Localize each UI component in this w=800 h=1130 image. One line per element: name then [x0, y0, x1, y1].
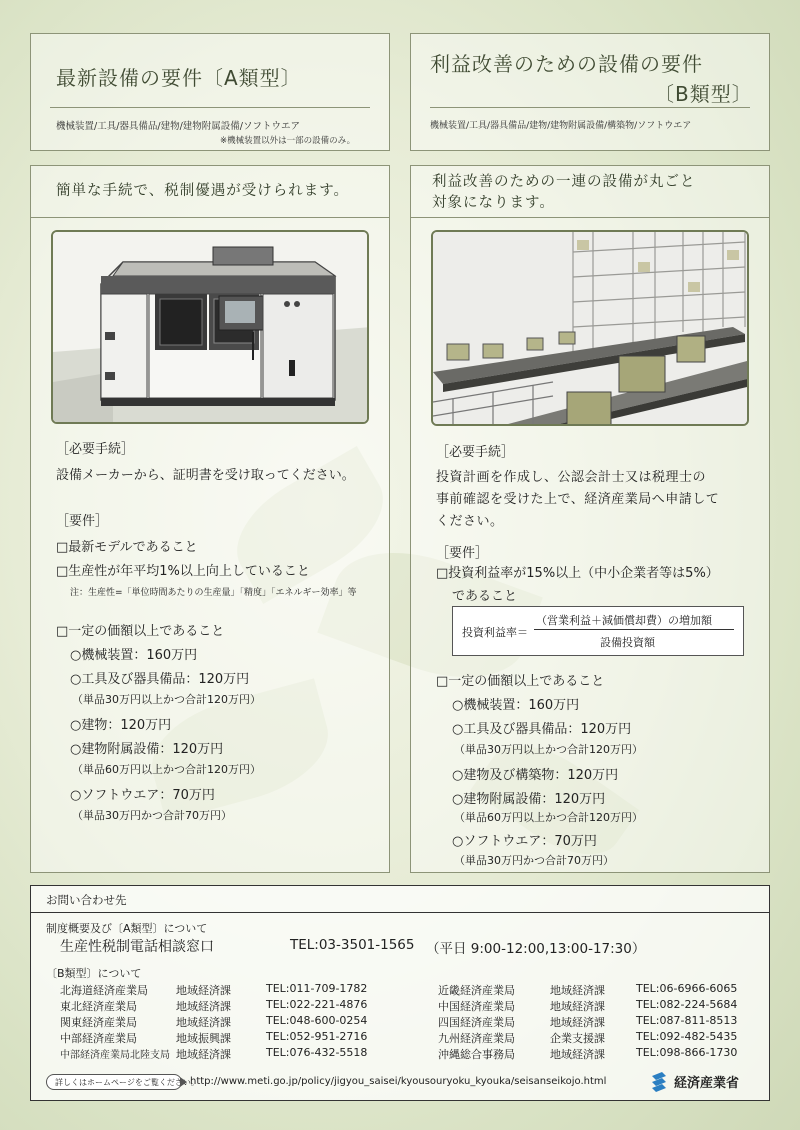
bureau-name: 中国経済産業局	[438, 1000, 515, 1013]
bureau-tel: TEL:098-866-1730	[636, 1046, 738, 1059]
b-lead-line1: 利益改善のための一連の設備が丸ごと	[432, 174, 696, 190]
more-info-text: 詳しくはホームページをご覧ください。	[55, 1078, 199, 1087]
bureau-section: 地域経済課	[176, 1048, 231, 1061]
a-requirements-heading: ［要件］	[56, 514, 109, 529]
more-info-badge	[46, 1074, 199, 1090]
machine-illustration	[51, 230, 369, 424]
bureau-name: 東北経済産業局	[60, 1000, 137, 1013]
roi-formula-numerator: （営業利益＋減価償却費）の増加額	[536, 614, 712, 627]
arrow-icon	[180, 1077, 187, 1087]
a-requirement-latest-model: □最新モデルであること	[56, 540, 198, 555]
a-price-subnote: （単品30万円以上かつ合計120万円）	[72, 693, 261, 706]
b-requirement-price: □一定の価額以上であること	[436, 674, 605, 689]
bureau-tel: TEL:011-709-1782	[266, 982, 368, 995]
bureau-tel: TEL:076-432-5518	[266, 1046, 368, 1059]
b-price-subnote: （単品60万円以上かつ合計120万円）	[454, 811, 643, 824]
a-lead: 簡単な手続で、税制優遇が受けられます。	[56, 183, 350, 199]
bureau-tel: TEL:06-6966-6065	[636, 982, 738, 995]
b-price-item: ○建物附属設備：120万円	[452, 792, 606, 807]
fraction-bar	[534, 629, 734, 630]
b-price-subnote: （単品30万円以上かつ合計120万円）	[454, 743, 643, 756]
bureau-section: 地域経済課	[550, 1016, 605, 1029]
website-link[interactable]: http://www.meti.go.jp/policy/jigyou_saisei/kyousouryoku_kyouka/seisanseikojo.html	[190, 1076, 607, 1087]
b-procedure-line2: 事前確認を受けた上で、経済産業局へ申請して	[436, 492, 720, 507]
bureau-tel: TEL:052-951-2716	[266, 1030, 368, 1043]
roi-formula-label: 投資利益率＝	[462, 626, 528, 639]
bureau-tel: TEL:087-811-8513	[636, 1014, 738, 1027]
bureau-name: 九州経済産業局	[438, 1032, 515, 1045]
bureau-name: 沖縄総合事務局	[438, 1048, 515, 1061]
bureau-section: 地域経済課	[550, 1000, 605, 1013]
bureau-section: 地域経済課	[176, 984, 231, 997]
b-lead-line2: 対象になります。	[432, 195, 555, 211]
a-requirement-price: □一定の価額以上であること	[56, 624, 225, 639]
bureau-name: 中部経済産業局	[60, 1032, 137, 1045]
a-productivity-note: 注：生産性=「単位時間あたりの生産量」「精度」「エネルギー効率」等	[70, 588, 357, 598]
bureau-name: 中部経済産業局北陸支局	[60, 1050, 170, 1061]
bureau-section: 地域振興課	[176, 1032, 231, 1045]
contact-a-office: 生産性税制電話相談窓口	[60, 939, 214, 955]
a-price-item: ○建物：120万円	[70, 718, 172, 733]
a-categories: 機械装置/工具/器具備品/建物/建物附属設備/ソフトウエア	[56, 121, 301, 132]
bureau-tel: TEL:022-221-4876	[266, 998, 368, 1011]
b-procedure-line1: 投資計画を作成し、公認会計士又は税理士の	[436, 470, 707, 485]
b-categories: 機械装置/工具/器具備品/建物/建物附属設備/構築物/ソフトウエア	[430, 121, 692, 131]
bureau-section: 地域経済課	[176, 1016, 231, 1029]
a-procedure-heading: ［必要手続］	[56, 442, 135, 457]
roi-formula-denominator: 設備投資額	[600, 636, 655, 649]
divider	[31, 217, 389, 218]
bureau-tel: TEL:048-600-0254	[266, 1014, 368, 1027]
contact-a-hours: （平日 9:00-12:00,13:00-17:30）	[426, 941, 646, 957]
a-price-item: ○ソフトウエア：70万円	[70, 788, 215, 803]
divider	[411, 217, 769, 218]
a-price-subnote: （単品30万円かつ合計70万円）	[72, 809, 232, 822]
bureau-name: 近畿経済産業局	[438, 984, 515, 997]
bureau-section: 地域経済課	[550, 1048, 605, 1061]
b-requirement-roi-cont: であること	[452, 589, 518, 604]
contact-heading: お問い合わせ先	[46, 893, 127, 907]
b-price-subnote: （単品30万円かつ合計70万円）	[454, 854, 614, 867]
bureau-name: 関東経済産業局	[60, 1016, 137, 1029]
b-requirement-roi: □投資利益率が15%以上（中小企業者等は5%）	[436, 566, 719, 581]
conveyor-illustration	[431, 230, 749, 426]
machine-tool-graphic	[53, 232, 369, 424]
b-requirements-heading: ［要件］	[436, 546, 489, 561]
bureau-tel: TEL:082-224-5684	[636, 998, 738, 1011]
b-procedure-line3: ください。	[436, 514, 504, 529]
contact-a-label: 制度概要及び〔A類型〕について	[46, 922, 208, 935]
a-note: ※機械装置以外は一部の設備のみ。	[220, 136, 356, 146]
bureau-tel: TEL:092-482-5435	[636, 1030, 738, 1043]
a-title: 最新設備の要件〔A類型〕	[56, 66, 302, 90]
b-title-line2: 〔B類型〕	[654, 82, 753, 106]
bureau-section: 地域経済課	[176, 1000, 231, 1013]
b-price-item: ○工具及び器具備品：120万円	[452, 722, 632, 737]
a-price-subnote: （単品60万円以上かつ合計120万円）	[72, 763, 261, 776]
a-price-item: ○工具及び器具備品：120万円	[70, 672, 250, 687]
b-price-item: ○ソフトウエア：70万円	[452, 834, 597, 849]
ministry-name: 経済産業省	[674, 1076, 740, 1091]
divider	[50, 107, 370, 108]
divider	[31, 912, 769, 913]
contact-a-tel: TEL:03-3501-1565	[290, 937, 415, 953]
meti-logo-icon	[648, 1070, 670, 1092]
divider	[430, 107, 750, 108]
bureau-name: 北海道経済産業局	[60, 984, 148, 997]
a-requirement-productivity: □生産性が年平均1%以上向上していること	[56, 564, 310, 579]
b-price-item: ○建物及び構築物：120万円	[452, 768, 619, 783]
b-title-line1: 利益改善のための設備の要件	[430, 52, 703, 76]
bureau-section: 地域経済課	[550, 984, 605, 997]
bureau-section: 企業支援課	[550, 1032, 605, 1045]
a-price-item: ○建物附属設備：120万円	[70, 742, 224, 757]
contact-b-label: 〔B類型〕について	[46, 967, 142, 980]
conveyor-graphic	[433, 232, 749, 426]
bureau-name: 四国経済産業局	[438, 1016, 515, 1029]
b-price-item: ○機械装置：160万円	[452, 698, 580, 713]
a-procedure-text: 設備メーカーから、証明書を受け取ってください。	[56, 468, 355, 483]
b-procedure-heading: ［必要手続］	[436, 445, 515, 460]
a-price-item: ○機械装置：160万円	[70, 648, 198, 663]
